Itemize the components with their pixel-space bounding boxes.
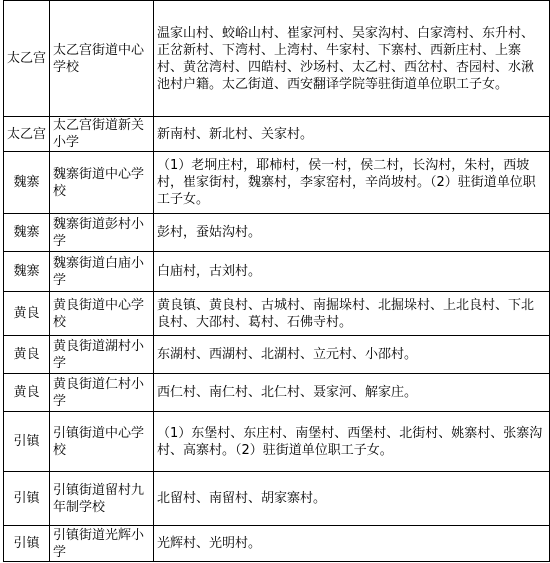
area-cell: （1）东堡村、东庄村、南堡村、西堡村、北街村、姚寨村、张寨沟村、高寨村。（2）驻街道单位职工子女。	[154, 412, 550, 472]
town-cell: 引镇	[4, 526, 50, 562]
town-cell: 引镇	[4, 412, 50, 472]
table-row	[4, 472, 550, 526]
school-cell: 魏寨街道彭村小学	[50, 214, 154, 252]
area-cell: 东湖村、西湖村、北湖村、立元村、小邵村。	[154, 336, 550, 374]
table-row	[4, 374, 550, 412]
town-cell: 太乙宫	[4, 1, 50, 117]
town-cell: 黄良	[4, 374, 50, 412]
school-cell: 魏寨街道中心学校	[50, 152, 154, 214]
school-cell: 引镇街道中心学校	[50, 412, 154, 472]
town-cell: 黄良	[4, 292, 50, 336]
table-row	[4, 117, 550, 152]
town-cell: 魏寨	[4, 252, 50, 292]
table-row	[4, 152, 550, 214]
table-row	[4, 252, 550, 292]
school-cell: 太乙宫街道中心学校	[50, 1, 154, 117]
table-row	[4, 292, 550, 336]
town-cell: 魏寨	[4, 152, 50, 214]
table-row	[4, 336, 550, 374]
table-row	[4, 214, 550, 252]
school-cell: 黄良街道仁村小学	[50, 374, 154, 412]
school-cell: 黄良街道中心学校	[50, 292, 154, 336]
area-cell: 北留村、南留村、胡家寨村。	[154, 472, 550, 526]
area-cell: 光辉村、光明村。	[154, 526, 550, 562]
table-row	[4, 526, 550, 562]
town-cell: 太乙宫	[4, 117, 50, 152]
school-cell: 太乙宫街道新关小学	[50, 117, 154, 152]
town-cell: 黄良	[4, 336, 50, 374]
area-cell: 温家山村、蛟峪山村、崔家河村、吴家沟村、白家湾村、东升村、正岔新村、下湾村、上湾村、牛家村、下寨村、西新庄村、上寨村、黄岔湾村、四皓村、沙场村、太乙村、西岔村、杏园村、水湫池村户籍。太乙街道、西安翻译学院等驻街道单位职工子女。	[154, 1, 550, 117]
area-cell: 西仁村、南仁村、北仁村、聂家河、解家庄。	[154, 374, 550, 412]
table-row	[4, 1, 550, 117]
area-cell: （1）老坰庄村，耶柿村，侯一村，侯二村，长沟村，朱村，西坡村，崔家街村，魏寨村，李家窑村，辛尚坡村。（2）驻街道单位职工子女。	[154, 152, 550, 214]
table-row	[4, 412, 550, 472]
school-district-table	[3, 0, 550, 562]
area-cell: 新南村、新北村、关家村。	[154, 117, 550, 152]
town-cell: 魏寨	[4, 214, 50, 252]
area-cell: 白庙村，古刘村。	[154, 252, 550, 292]
school-cell: 引镇街道留村九年制学校	[50, 472, 154, 526]
school-cell: 黄良街道湖村小学	[50, 336, 154, 374]
school-cell: 引镇街道光辉小学	[50, 526, 154, 562]
town-cell: 引镇	[4, 472, 50, 526]
area-cell: 彭村，蚕姑沟村。	[154, 214, 550, 252]
school-cell: 魏寨街道白庙小学	[50, 252, 154, 292]
area-cell: 黄良镇、黄良村、古城村、南掘垛村、北掘垛村、上北良村、下北良村、大邵村、葛村、石佛寺村。	[154, 292, 550, 336]
